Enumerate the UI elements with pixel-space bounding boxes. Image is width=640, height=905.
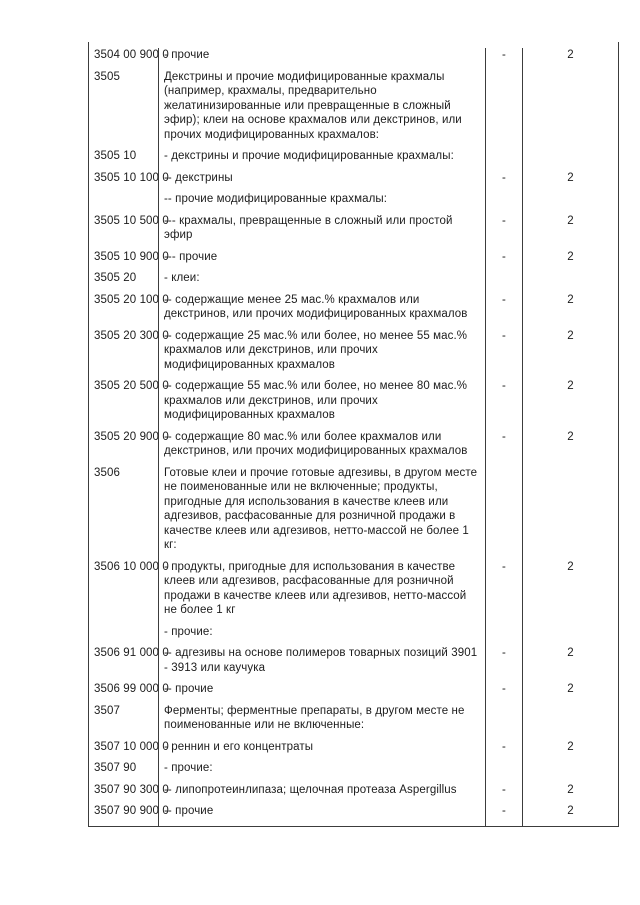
code-cell: 3505 20 100 0	[89, 293, 159, 329]
description-cell: --- прочие	[159, 250, 486, 272]
rate-cell: 2	[567, 380, 574, 392]
description-cell: Готовые клеи и прочие готовые адгезивы, в другом месте не поименованные или не включенные; продукты, пригодные для использования в качестве клеев или адгезивов, расфасованные для розничной продажи в качестве клеев или адгезивов, нетто-массой не более 1 кг:	[159, 466, 486, 560]
table-row	[89, 48, 618, 70]
code-cell: 3505 20 900 0	[89, 430, 159, 466]
tariff-table	[88, 42, 619, 827]
table-row	[89, 149, 618, 171]
unit-cell: -	[486, 48, 523, 70]
description-cell: -- содержащие 80 мас.% или более крахмалов или декстринов, или прочих модифицированных крахмалов	[159, 430, 486, 466]
description-cell: -- содержащие менее 25 мас.% крахмалов или декстринов, или прочих модифицированных крахмалов	[159, 293, 486, 329]
table-row	[89, 293, 618, 329]
unit-cell	[486, 70, 523, 150]
code-cell: 3507 90 300 0	[89, 783, 159, 805]
rate-cell: 2	[567, 740, 574, 753]
code-cell: 3505 20	[89, 271, 159, 293]
description-cell: - декстрины и прочие модифицированные крахмалы:	[159, 149, 486, 171]
code-cell: 3505 20 500 0	[89, 379, 159, 430]
code-cell: 3507 10 000 0	[89, 740, 159, 762]
unit-cell: -	[486, 293, 523, 329]
table-row	[89, 70, 618, 150]
unit-cell: -	[486, 329, 523, 380]
description-cell: -- содержащие 25 мас.% или более, но менее 55 мас.% крахмалов или декстринов, или прочих модифицированных крахмалов	[159, 329, 486, 380]
rate-cell	[523, 761, 618, 783]
table-row	[89, 783, 618, 805]
unit-cell	[486, 192, 523, 214]
code-cell: 3506 91 000 0	[89, 646, 159, 682]
description-cell: Декстрины и прочие модифицированные крахмалы (например, крахмалы, предварительно желатинизированные или превращенные в сложный эфир); клеи на основе крахмалов или декстринов, или прочих модифицированных крахмалов:	[159, 70, 486, 150]
rate-cell: 2	[567, 805, 574, 817]
rate-cell: 2	[567, 171, 574, 184]
description-cell: - прочие:	[159, 625, 486, 647]
rate-cell: 2	[567, 683, 574, 695]
code-cell: 3505 20 300 0	[89, 329, 159, 380]
unit-cell: -	[486, 214, 523, 250]
table-row	[89, 250, 618, 272]
table-row	[89, 329, 618, 380]
table-row	[89, 761, 618, 783]
rate-cell: 2	[567, 560, 574, 573]
table-row	[89, 740, 618, 762]
unit-cell: -	[486, 804, 523, 826]
code-cell: 3507 90 900 0	[89, 804, 159, 826]
description-cell: -- декстрины	[159, 171, 486, 193]
unit-cell: -	[486, 560, 523, 625]
unit-cell	[486, 466, 523, 560]
rate-cell: 2	[567, 783, 574, 796]
rate-cell: 2	[567, 214, 574, 227]
code-cell: 3506 10 000 0	[89, 560, 159, 625]
unit-cell	[486, 761, 523, 783]
rate-cell	[523, 70, 618, 150]
description-cell: - прочие:	[159, 761, 486, 783]
unit-cell: -	[486, 740, 523, 762]
unit-cell: -	[486, 682, 523, 704]
unit-cell: -	[486, 430, 523, 466]
description-cell: -- содержащие 55 мас.% или более, но менее 80 мас.% крахмалов или декстринов, или прочих модифицированных крахмалов	[159, 379, 486, 430]
code-cell: 3506 99 000 0	[89, 682, 159, 704]
table-row	[89, 682, 618, 704]
code-cell: 3504 00 900 0	[89, 48, 159, 70]
code-cell: 3505 10 500 0	[89, 214, 159, 250]
description-cell: Ферменты; ферментные препараты, в другом месте не поименованные или не включенные:	[159, 704, 486, 740]
rate-cell: 2	[567, 647, 574, 659]
table-row	[89, 271, 618, 293]
table-row	[89, 466, 618, 560]
description-cell: - продукты, пригодные для использования в качестве клеев или адгезивов, расфасованные для розничной продажи в качестве клеев или адгезивов, нетто-массой не более 1 кг	[159, 560, 486, 625]
code-cell: 3505 10 100 0	[89, 171, 159, 193]
description-cell: -- адгезивы на основе полимеров товарных позиций 3901 - 3913 или каучука	[159, 646, 486, 682]
description-cell: - клеи:	[159, 271, 486, 293]
unit-cell: -	[486, 250, 523, 272]
description-cell: -- прочие модифицированные крахмалы:	[159, 192, 486, 214]
code-cell	[89, 625, 159, 647]
table-row	[89, 171, 618, 193]
description-cell: - прочие	[159, 48, 486, 70]
unit-cell: -	[486, 379, 523, 430]
description-cell: -- прочие	[159, 682, 486, 704]
unit-cell: -	[486, 646, 523, 682]
table-row	[89, 804, 618, 826]
rate-cell: 2	[567, 49, 574, 61]
description-cell: - реннин и его концентраты	[159, 740, 486, 762]
rate-cell	[523, 271, 618, 293]
code-cell	[89, 192, 159, 214]
code-cell: 3507	[89, 704, 159, 740]
table-row	[89, 430, 618, 466]
table-row	[89, 379, 618, 430]
table-row	[89, 646, 618, 682]
description-cell: -- прочие	[159, 804, 486, 826]
rate-cell: 2	[567, 329, 574, 342]
rate-cell	[523, 466, 618, 560]
table-row	[89, 625, 618, 647]
rate-cell	[523, 192, 618, 214]
table-row	[89, 704, 618, 740]
table-row	[89, 214, 618, 250]
unit-cell: -	[486, 783, 523, 805]
rate-cell: 2	[567, 250, 574, 263]
rate-cell: 2	[567, 430, 574, 443]
unit-cell	[486, 625, 523, 647]
code-cell: 3507 90	[89, 761, 159, 783]
rate-cell	[523, 149, 618, 171]
rate-cell	[523, 704, 618, 740]
table-row	[89, 192, 618, 214]
description-cell: -- липопротеинлипаза; щелочная протеаза Aspergillus	[159, 783, 486, 805]
unit-cell	[486, 271, 523, 293]
description-cell: --- крахмалы, превращенные в сложный или простой эфир	[159, 214, 486, 250]
unit-cell	[486, 704, 523, 740]
code-cell: 3506	[89, 466, 159, 560]
unit-cell: -	[486, 171, 523, 193]
unit-cell	[486, 149, 523, 171]
code-cell: 3505	[89, 70, 159, 150]
table-row	[89, 560, 618, 625]
code-cell: 3505 10	[89, 149, 159, 171]
rate-cell: 2	[567, 293, 574, 306]
rate-cell	[523, 625, 618, 647]
code-cell: 3505 10 900 0	[89, 250, 159, 272]
